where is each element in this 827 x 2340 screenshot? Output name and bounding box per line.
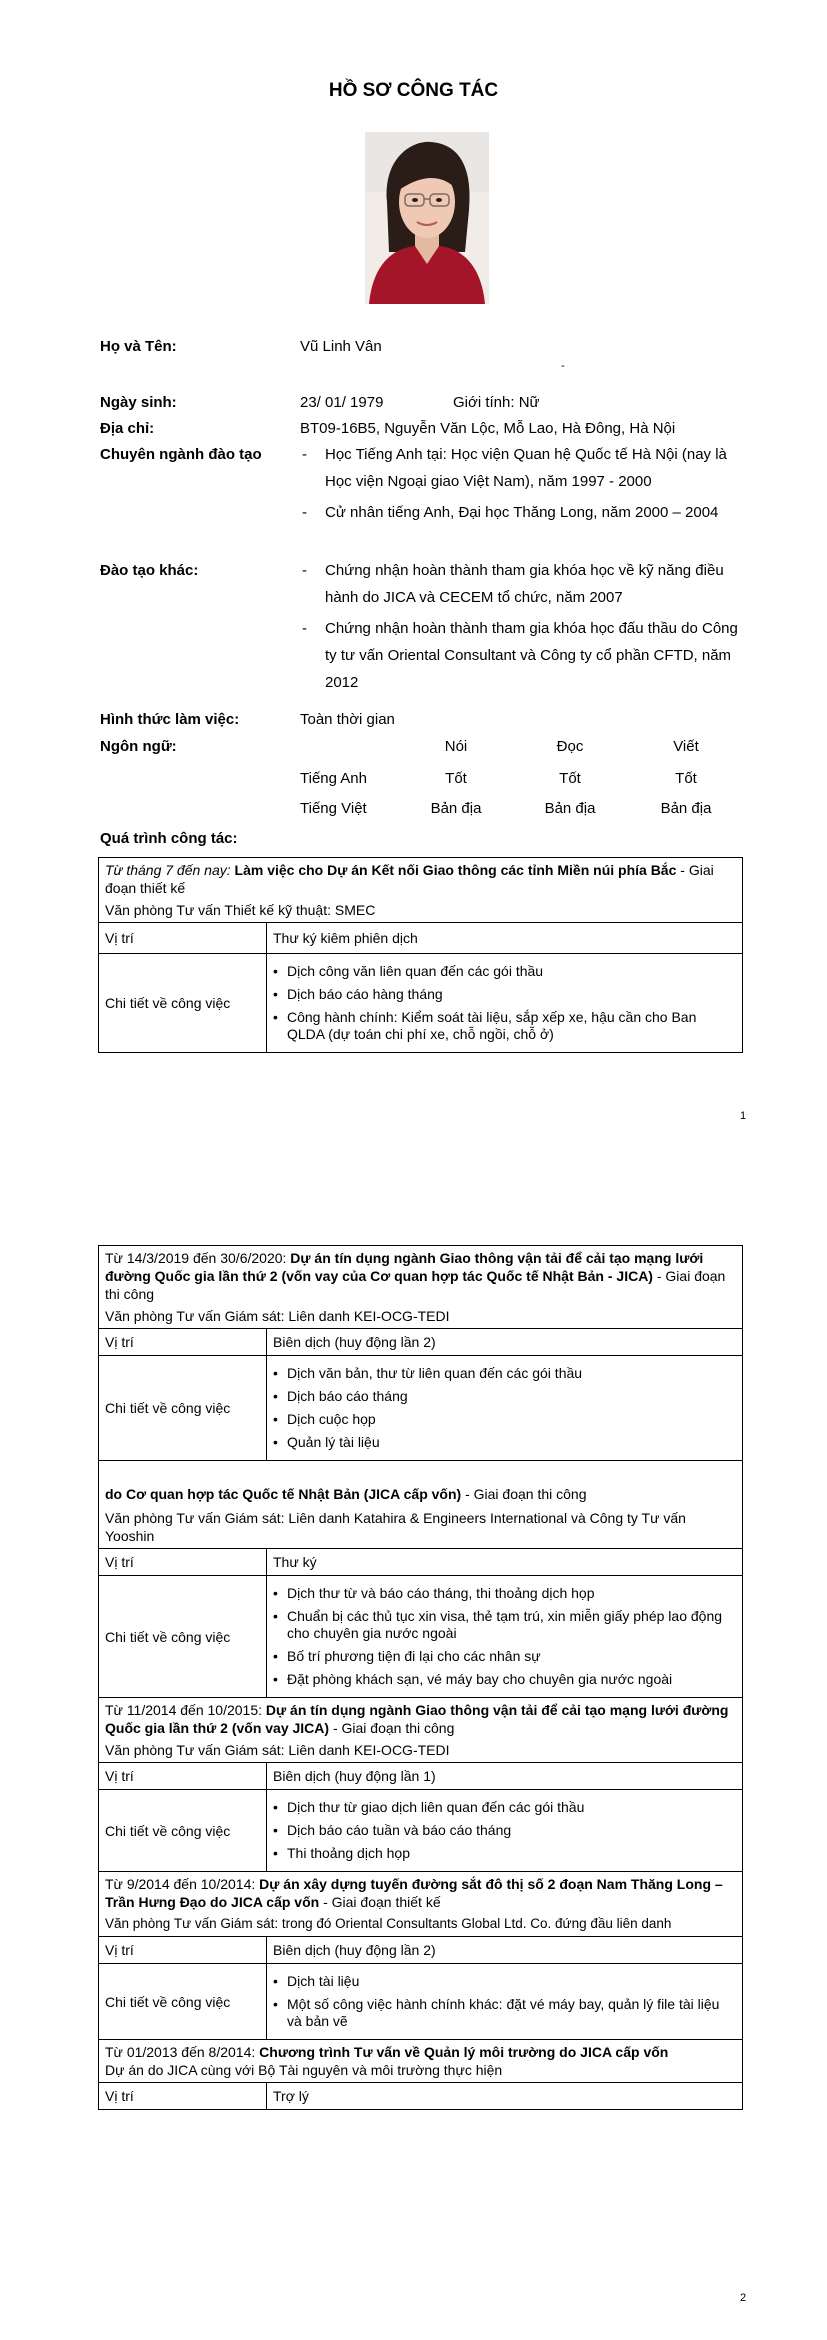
education-item: Cử nhân tiếng Anh, Đại học Thăng Long, năm 2000 – 2004 bbox=[325, 504, 719, 521]
details-label: Chi tiết về công việc bbox=[99, 1964, 267, 2040]
job-project: Chương trình Tư vấn về Quản lý môi trường do JICA cấp vốn bbox=[259, 2044, 669, 2060]
job-table bbox=[98, 1245, 743, 2110]
lang-header-speak: Nói bbox=[444, 738, 468, 755]
language-name: Tiếng Việt bbox=[300, 800, 367, 817]
language-read: Tốt bbox=[559, 770, 581, 787]
language-speak: Bản địa bbox=[430, 800, 482, 817]
details-label: Chi tiết về công việc bbox=[99, 954, 267, 1053]
name-label: Họ và Tên: bbox=[100, 338, 177, 355]
duty-item: • Dịch cuộc họp bbox=[273, 1411, 736, 1428]
job-project: Dự án tín dụng ngành Giao thông vận tải để cải tạo mạng lưới đường Quốc gia lần thứ 2 (vốn vay của Cơ quan hợp tác Quốc tế Nhật Bản - JICA) bbox=[105, 1250, 704, 1284]
job-project: do Cơ quan hợp tác Quốc tế Nhật Bản (JICA cấp vốn) bbox=[105, 1486, 462, 1502]
job-period: Từ 9/2014 đến 10/2014: bbox=[105, 1876, 260, 1892]
job-project: Dự án xây dựng tuyến đường sắt đô thị số 2 đoạn Nam Thăng Long – Trần Hưng Đạo do JICA cấp vốn bbox=[105, 1876, 723, 1910]
job-project: Làm việc cho Dự án Kết nối Giao thông các tỉnh Miền núi phía Bắc bbox=[234, 862, 677, 878]
position-value: Thư ký kiêm phiên dịch bbox=[267, 923, 743, 954]
duty-item: • Dịch văn bản, thư từ liên quan đến các gói thầu bbox=[273, 1365, 736, 1382]
gender-value: Giới tính: Nữ bbox=[453, 394, 540, 411]
dob-value: 23/ 01/ 1979 bbox=[300, 394, 384, 411]
job-office: Văn phòng Tư vấn Giám sát: Liên danh Katahira & Engineers International và Công ty Tư vấn Yooshin bbox=[105, 1510, 686, 1544]
position-value: Trợ lý bbox=[267, 2083, 743, 2110]
job-header bbox=[99, 858, 743, 923]
page-number: 2 bbox=[740, 2292, 747, 2304]
position-label: Vị trí bbox=[99, 1937, 267, 1964]
work-form-label: Hình thức làm việc: bbox=[100, 711, 240, 728]
job-phase: - Giai đoạn thi công bbox=[461, 1486, 587, 1502]
job-office: Dự án do JICA cùng với Bộ Tài nguyên và môi trường thực hiện bbox=[105, 2062, 503, 2078]
other-training-dash: - bbox=[302, 620, 307, 637]
job-period: Từ 14/3/2019 đến 30/6/2020: bbox=[105, 1250, 291, 1266]
position-label: Vị trí bbox=[99, 2083, 267, 2110]
duty-item: • Dịch báo cáo hàng tháng bbox=[273, 986, 736, 1003]
other-training-dash: - bbox=[302, 562, 307, 579]
other-training-item: Chứng nhận hoàn thành tham gia khóa học đấu thầu do Công ty tư vấn Oriental Consultant và Công ty cổ phần CFTD, năm 2012 bbox=[325, 620, 738, 691]
position-value: Biên dịch (huy động lần 1) bbox=[267, 1763, 743, 1790]
job-header bbox=[99, 1698, 743, 1763]
position-value: Biên dịch (huy động lần 2) bbox=[267, 1329, 743, 1356]
language-label: Ngôn ngữ: bbox=[100, 738, 177, 755]
education-label: Chuyên ngành đào tạo bbox=[100, 446, 262, 463]
position-label: Vị trí bbox=[99, 1329, 267, 1356]
duty-item: • Dịch tài liệu bbox=[273, 1973, 736, 1990]
duty-list bbox=[273, 1799, 736, 1862]
language-read: Bản địa bbox=[544, 800, 596, 817]
address-value: BT09-16B5, Nguyễn Văn Lộc, Mỗ Lao, Hà Đông, Hà Nội bbox=[300, 420, 676, 437]
position-label: Vị trí bbox=[99, 1549, 267, 1576]
language-write: Bản địa bbox=[660, 800, 712, 817]
duty-item: • Dịch thư từ giao dịch liên quan đến các gói thầu bbox=[273, 1799, 736, 1816]
name-value: Vũ Linh Vân bbox=[300, 338, 382, 355]
job-phase: - Giai đoạn thi công bbox=[329, 1720, 455, 1736]
job-header bbox=[99, 1246, 743, 1329]
job-header bbox=[99, 1461, 743, 1549]
job-table bbox=[98, 857, 743, 1053]
job-project: Dự án tín dụng ngành Giao thông vận tải để cải tạo mạng lưới đường Quốc gia lần thứ 2 (vốn vay JICA) bbox=[105, 1702, 729, 1736]
other-training-item: Chứng nhận hoàn thành tham gia khóa học về kỹ năng điều hành do JICA và CECEM tổ chức, năm 2007 bbox=[325, 562, 724, 606]
duty-item: • Thi thoảng dịch họp bbox=[273, 1845, 736, 1862]
language-speak: Tốt bbox=[445, 770, 467, 787]
job-office: Văn phòng Tư vấn Giám sát: trong đó Oriental Consultants Global Ltd. Co. đứng đầu liên danh bbox=[105, 1916, 672, 1931]
position-value: Thư ký bbox=[267, 1549, 743, 1576]
duty-list bbox=[273, 1585, 736, 1688]
job-header bbox=[99, 2040, 743, 2083]
duty-list bbox=[273, 1973, 736, 2030]
position-label: Vị trí bbox=[99, 1763, 267, 1790]
job-phase: - Giai đoạn thiết kế bbox=[105, 862, 714, 896]
address-label: Địa chỉ: bbox=[100, 420, 155, 437]
details-label: Chi tiết về công việc bbox=[99, 1790, 267, 1872]
duty-item: • Dịch thư từ và báo cáo tháng, thi thoảng dịch họp bbox=[273, 1585, 736, 1602]
portrait-image bbox=[365, 132, 489, 304]
page-title: HỒ SƠ CÔNG TÁC bbox=[328, 80, 499, 101]
work-history-label: Quá trình công tác: bbox=[100, 830, 238, 847]
job-period: Từ 01/2013 đến 8/2014: bbox=[105, 2044, 260, 2060]
page-number: 1 bbox=[740, 1110, 747, 1122]
duty-item: • Đặt phòng khách sạn, vé máy bay cho chuyên gia nước ngoài bbox=[273, 1671, 736, 1688]
language-name: Tiếng Anh bbox=[300, 770, 367, 787]
position-value: Biên dịch (huy động lần 2) bbox=[267, 1937, 743, 1964]
education-dash: - bbox=[302, 446, 307, 463]
details-label: Chi tiết về công việc bbox=[99, 1356, 267, 1461]
duty-item: • Quản lý tài liệu bbox=[273, 1434, 736, 1451]
duty-list bbox=[273, 1365, 736, 1451]
duty-item: • Bố trí phương tiện đi lại cho các nhân sự bbox=[273, 1648, 736, 1665]
duty-item: • Dịch công văn liên quan đến các gói thầu bbox=[273, 963, 736, 980]
job-phase: - Giai đoạn thi công bbox=[105, 1268, 726, 1302]
lang-header-write: Viết bbox=[673, 738, 699, 755]
profile-photo bbox=[365, 132, 489, 304]
education-item: Học Tiếng Anh tại: Học viện Quan hệ Quốc tế Hà Nội (nay là Học viện Ngoại giao Việt Nam), năm 1997 - 2000 bbox=[325, 446, 727, 490]
work-form-value: Toàn thời gian bbox=[300, 711, 395, 728]
job-office: Văn phòng Tư vấn Giám sát: Liên danh KEI-OCG-TEDI bbox=[105, 1742, 450, 1758]
details-label: Chi tiết về công việc bbox=[99, 1576, 267, 1698]
job-phase: - Giai đoạn thiết kế bbox=[319, 1894, 441, 1910]
duty-list bbox=[273, 963, 736, 1043]
duty-item: • Dịch báo cáo tuần và báo cáo tháng bbox=[273, 1822, 736, 1839]
other-training-label: Đào tạo khác: bbox=[100, 562, 199, 579]
stray-mark: - bbox=[561, 360, 565, 372]
lang-header-read: Đọc bbox=[556, 738, 584, 755]
duty-item: • Dịch báo cáo tháng bbox=[273, 1388, 736, 1405]
job-office: Văn phòng Tư vấn Thiết kế kỹ thuật: SMEC bbox=[105, 902, 376, 918]
duty-item: • Chuẩn bị các thủ tục xin visa, thẻ tạm trú, xin miễn giấy phép lao động cho chuyên gia nước ngoài bbox=[273, 1608, 736, 1642]
education-dash: - bbox=[302, 504, 307, 521]
position-label: Vị trí bbox=[99, 923, 267, 954]
duty-item: • Một số công việc hành chính khác: đặt vé máy bay, quản lý file tài liệu và bản vẽ bbox=[273, 1996, 736, 2030]
language-write: Tốt bbox=[675, 770, 697, 787]
job-office: Văn phòng Tư vấn Giám sát: Liên danh KEI-OCG-TEDI bbox=[105, 1308, 450, 1324]
job-period: Từ tháng 7 đến nay: bbox=[105, 862, 231, 878]
duty-item: • Công hành chính: Kiểm soát tài liệu, sắp xếp xe, hậu cần cho Ban QLDA (dự toán chi phí xe, chỗ ngồi, chỗ ở) bbox=[273, 1009, 736, 1043]
dob-label: Ngày sinh: bbox=[100, 394, 177, 411]
job-header bbox=[99, 1872, 743, 1937]
job-period: Từ 11/2014 đến 10/2015: bbox=[105, 1702, 266, 1718]
